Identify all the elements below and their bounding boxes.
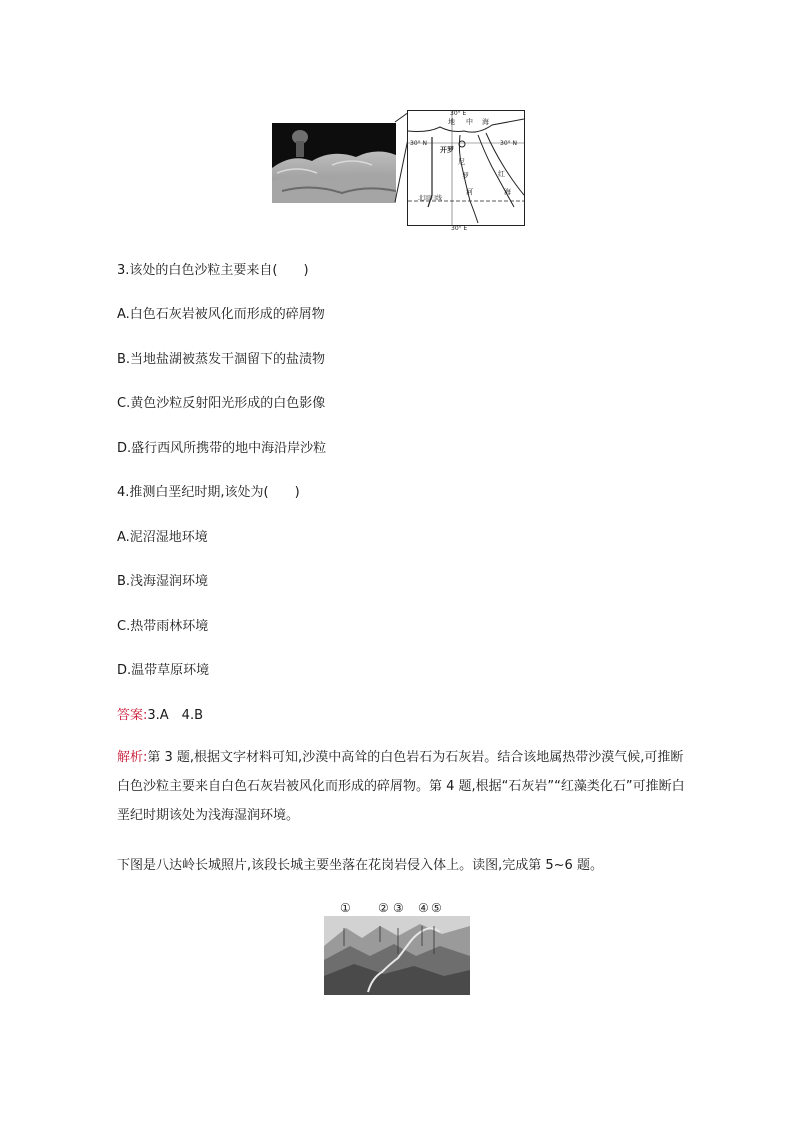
marker-3: ③ [393, 901, 404, 915]
analysis [117, 743, 692, 830]
q4-option-a: A.泥沼湿地环境 [117, 530, 208, 545]
answer-label: 答案: [117, 708, 148, 723]
map-lat-left: 30° N [410, 140, 428, 147]
analysis-label: 解析: [117, 750, 148, 765]
map-river-1: 尼 [458, 158, 465, 166]
map-river-2: 罗 [462, 172, 469, 180]
q5-6-intro: 下图是八达岭长城照片,该段长城主要坐落在花岗岩侵入体上。读图,完成第 5~6 题。 [117, 858, 603, 873]
map-river-3: 河 [466, 188, 473, 196]
egypt-map [407, 110, 525, 226]
q3-option-c: C.黄色沙粒反射阳光形成的白色影像 [117, 396, 326, 411]
map-redsea-2: 海 [504, 188, 511, 196]
map-lon-bottom: 30° E [451, 225, 468, 232]
q3-stem: 3.该处的白色沙粒主要来自( ) [117, 263, 309, 278]
map-lon-top: 30° E [450, 110, 467, 117]
map-lat-right: 30° N [500, 140, 518, 147]
answer [117, 707, 203, 725]
marker-4: ④ [418, 901, 429, 915]
q4-stem: 4.推测白垩纪时期,该处为( ) [117, 485, 300, 500]
q4-option-b: B.浅海湿润环境 [117, 574, 209, 589]
white-desert-photo [272, 123, 396, 203]
map-tropic-label: 北回归线 [418, 195, 443, 202]
q3-option-d: D.盛行西风所携带的地中海沿岸沙粒 [117, 441, 327, 456]
marker-2: ② [378, 901, 389, 915]
q4-option-d: D.温带草原环境 [117, 663, 210, 678]
q4-option-c: C.热带雨林环境 [117, 619, 209, 634]
great-wall-photo [324, 916, 470, 995]
map-sea-3: 海 [482, 118, 489, 126]
marker-5: ⑤ [431, 901, 442, 915]
map-city-cairo: 开罗 [440, 146, 454, 154]
q3-option-b: B.当地盐湖被蒸发干涸留下的盐渍物 [117, 352, 326, 367]
map-sea-1: 地 [448, 118, 455, 126]
map-redsea-1: 红 [498, 170, 505, 178]
answer-text: 3.A 4.B [147, 708, 204, 723]
map-sea-2: 中 [466, 118, 473, 126]
marker-1: ① [340, 901, 351, 915]
analysis-text: 第 3 题,根据文字材料可知,沙漠中高耸的白色岩石为石灰岩。结合该地属热带沙漠气候,可推断白色沙粒主要来自白色石灰岩被风化而形成的碎屑物。第 4 题,根据“石灰岩”“红藻类化石”可推断白垩纪时期该处为浅海湿润环境。 [117, 750, 685, 823]
q3-option-a: A.白色石灰岩被风化而形成的碎屑物 [117, 307, 325, 322]
